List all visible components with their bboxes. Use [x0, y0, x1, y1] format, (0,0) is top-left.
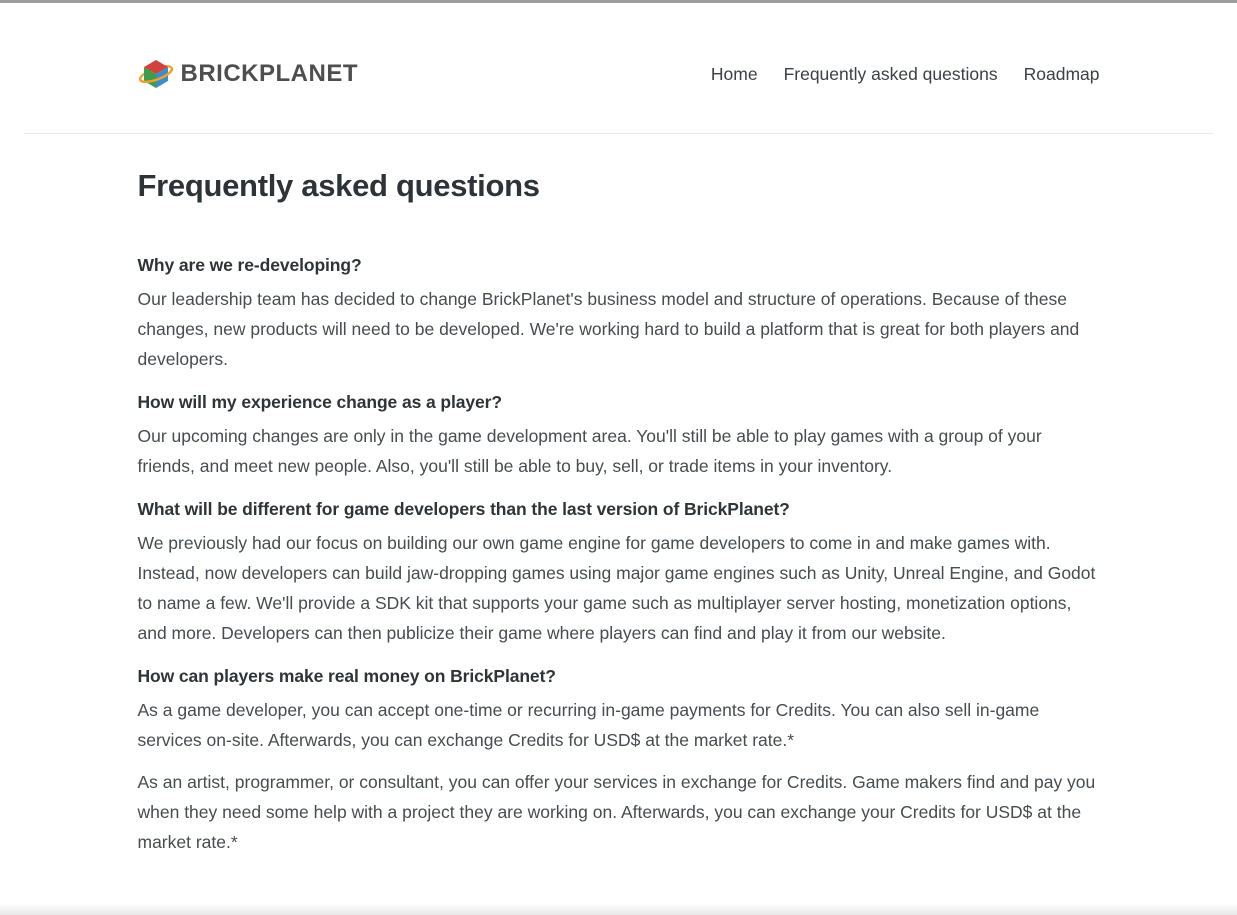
faq-question: How can players make real money on BrickPlanet? — [137, 666, 556, 686]
header-inner — [138, 43, 1100, 93]
faq-answer: We previously had our focus on building our own game engine for game developers to come in and make games with. Instead, now developers can build jaw-dropping games using major game engines such as Unity, Unreal Engine, and Godot to name a few. We'll provide a SDK kit that supports your game such as multiplayer server hosting, monetization options, and more. Developers can then publicize their game where players can find and play it from our website. — [137, 533, 1096, 643]
faq-answer: Our leadership team has decided to change BrickPlanet's business model and structure of operations. Because of these changes, new products will need to be developed. We're working hard to build a platform that is great for both players and developers. — [137, 289, 1080, 369]
faq-answer: As a game developer, you can accept one-time or recurring in-game payments for Credits. You can also sell in-game services on-site. Afterwards, you can exchange Credits for USD$ at the market rate.* — [137, 700, 1040, 750]
site-header — [0, 3, 1237, 133]
faq-question: How will my experience change as a player? — [137, 392, 502, 412]
brickplanet-cube-icon — [138, 55, 174, 93]
faq-question: What will be different for game developers than the last version of BrickPlanet? — [137, 499, 790, 519]
faq-question: Why are we re-developing? — [137, 255, 362, 275]
faq-answer: As an artist, programmer, or consultant, you can offer your services in exchange for Credits. Game makers find and pay you when they need some help with a project they are working on. Afterwards, you can exchange your Credits for USD$ at the market rate.* — [137, 772, 1096, 852]
brand-name: BRICKPLANET — [180, 60, 358, 87]
page-title: Frequently asked questions — [137, 168, 540, 203]
faq-answer: Our upcoming changes are only in the game development area. You'll still be able to play games with a group of your friends, and meet new people. Also, you'll still be able to buy, sell, or trade items in your inventory. — [137, 426, 1042, 476]
main-nav — [711, 64, 1100, 85]
bottom-fade — [0, 903, 1237, 915]
nav-link-home[interactable]: Home — [710, 63, 758, 84]
faq-item — [138, 392, 1100, 481]
faq-item — [138, 666, 1100, 857]
faq-item — [138, 499, 1100, 648]
nav-link-roadmap[interactable]: Roadmap — [1023, 63, 1100, 84]
faq-item — [138, 255, 1100, 374]
brand-logo[interactable] — [138, 55, 359, 93]
faq-page — [138, 134, 1100, 857]
nav-link-faq[interactable]: Frequently asked questions — [783, 63, 998, 84]
